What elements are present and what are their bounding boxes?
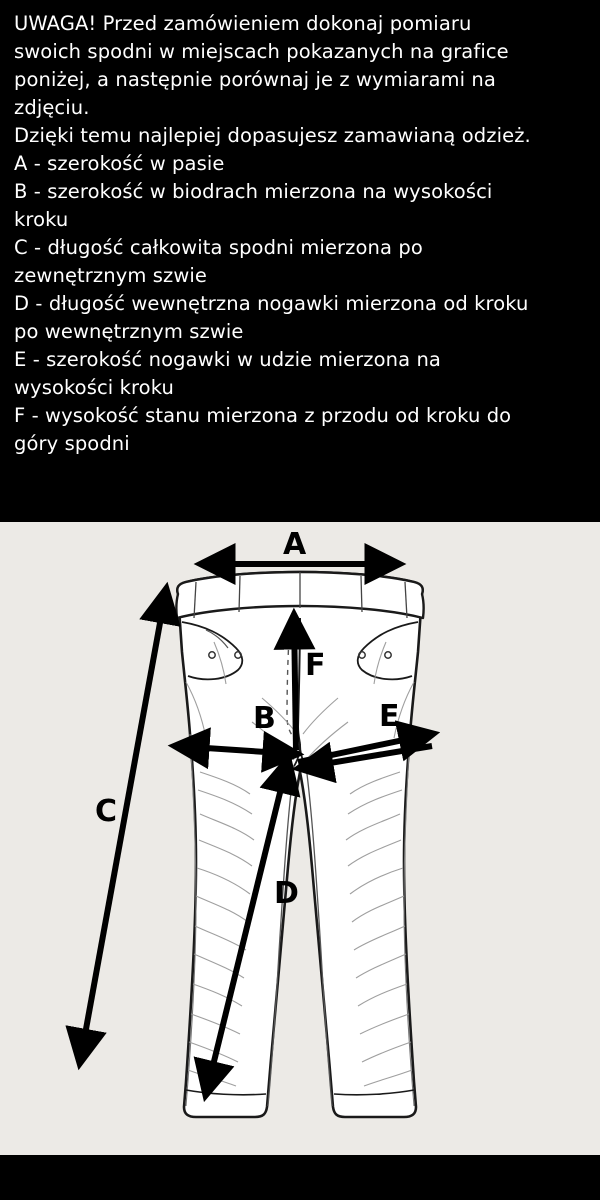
jeans-illustration bbox=[0, 522, 600, 1155]
instruction-line: poniżej, a następnie porównaj je z wymiarami na bbox=[14, 68, 496, 91]
dimension-label-f: F bbox=[305, 648, 326, 683]
dimension-label-a: A bbox=[283, 527, 307, 562]
legend-item-f: F - wysokość stanu mierzona z przodu od kroku do bbox=[14, 404, 512, 427]
legend-item-d-cont: po wewnętrznym szwie bbox=[14, 320, 244, 343]
legend-item-e-cont: wysokości kroku bbox=[14, 376, 174, 399]
measure-arrow-c bbox=[80, 590, 166, 1062]
legend-item-b-cont: kroku bbox=[14, 208, 69, 231]
measurement-instructions-panel bbox=[0, 0, 600, 522]
jeans-diagram-panel bbox=[0, 522, 600, 1155]
legend-item-e: E - szerokość nogawki w udzie mierzona na bbox=[14, 348, 441, 371]
dimension-label-b: B bbox=[253, 701, 276, 736]
dimension-label-d: D bbox=[274, 876, 299, 911]
legend-item-a: A - szerokość w pasie bbox=[14, 152, 225, 175]
dimension-label-c: C bbox=[95, 794, 118, 829]
legend-item-c-cont: zewnętrznym szwie bbox=[14, 264, 207, 287]
instruction-line: Dzięki temu najlepiej dopasujesz zamawianą odzież. bbox=[14, 124, 531, 147]
legend-item-c: C - długość całkowita spodni mierzona po bbox=[14, 236, 423, 259]
footer-bar bbox=[0, 1155, 600, 1200]
instruction-line: UWAGA! Przed zamówieniem dokonaj pomiaru bbox=[14, 12, 472, 35]
legend-item-f-cont: góry spodni bbox=[14, 432, 130, 455]
measure-arrow-f bbox=[294, 616, 296, 750]
dimension-label-e: E bbox=[379, 699, 400, 734]
legend-item-d: D - długość wewnętrzna nogawki mierzona od kroku bbox=[14, 292, 529, 315]
jeans-shape bbox=[176, 572, 423, 1117]
legend-item-b: B - szerokość w biodrach mierzona na wysokości bbox=[14, 180, 493, 203]
instruction-line: swoich spodni w miejscach pokazanych na grafice bbox=[14, 40, 509, 63]
instruction-line: zdjęciu. bbox=[14, 96, 90, 119]
